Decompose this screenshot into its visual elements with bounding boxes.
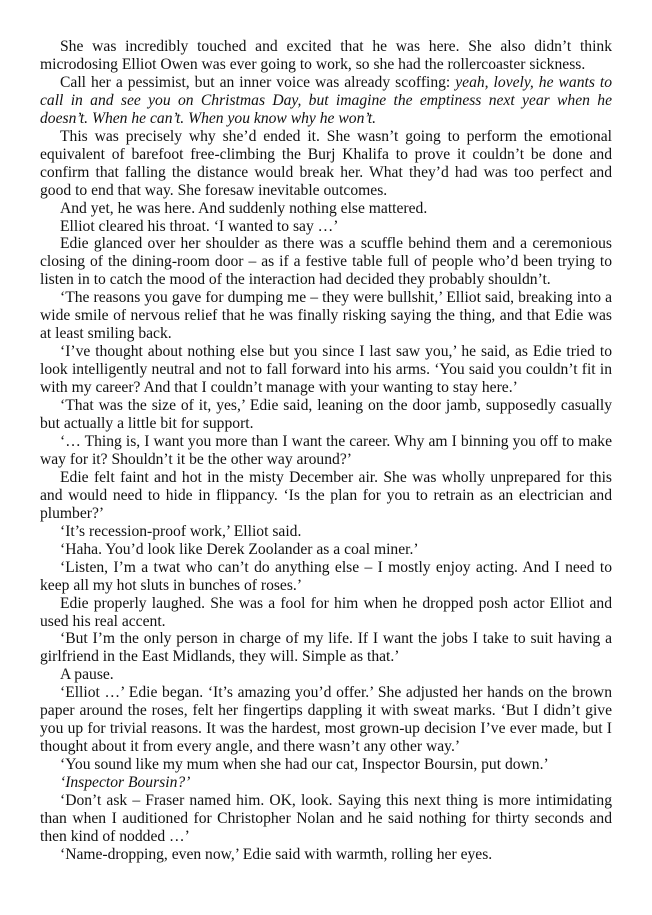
paragraph: ‘But I’m the only person in charge of my life. If I want the jobs I take to suit having a girlfriend in the East Midlands, they will. Simple as that.’ bbox=[40, 630, 612, 666]
paragraph: ‘Listen, I’m a twat who can’t do anything else – I mostly enjoy acting. And I need to keep all my hot sluts in bunches of roses.’ bbox=[40, 558, 612, 594]
paragraph: ‘Haha. You’d look like Derek Zoolander as a coal miner.’ bbox=[60, 540, 419, 558]
paragraph: ‘The reasons you gave for dumping me – they were bullshit,’ Elliot said, breaking into a wide smile of nervous relief that he was finally risking saying the thing, and that Edie was at least smiling back. bbox=[40, 289, 612, 343]
paragraph: ‘Don’t ask – Fraser named him. OK, look. Saying this next thing is more intimidating than when I auditioned for Christopher Nolan and he said nothing for thirty seconds and then kind of nodded …’ bbox=[40, 792, 612, 845]
paragraph: A pause. bbox=[60, 666, 114, 684]
body-text bbox=[40, 38, 612, 864]
paragraph: This was precisely why she’d ended it. She wasn’t going to perform the emotional equivalent of barefoot free-climbing the Burj Khalifa to prove it couldn’t be done and confirm that falling the distance would break her. What they’d had was too perfect and good to end that way. She foresaw inevitable outcomes. bbox=[40, 127, 612, 199]
paragraph: Edie felt faint and hot in the misty December air. She was wholly unprepared for this and would need to hide in flippancy. ‘Is the plan for you to retrain as an electrician and plumber?’ bbox=[40, 468, 612, 522]
paragraph bbox=[40, 774, 612, 792]
paragraph: ‘You sound like my mum when she had our cat, Inspector Boursin, put down.’ bbox=[60, 756, 549, 774]
paragraph: Elliot cleared his throat. ‘I wanted to say …’ bbox=[60, 217, 339, 235]
paragraph: Edie properly laughed. She was a fool for him when he dropped posh actor Elliot and used his real accent. bbox=[40, 594, 612, 630]
paragraph: She was incredibly touched and excited that he was here. She also didn’t think microdosing Elliot Owen was ever going to work, so she had the rollercoaster sickness. bbox=[40, 38, 612, 73]
paragraph: ‘Elliot …’ Edie began. ‘It’s amazing you’d offer.’ She adjusted her hands on the brown paper around the roses, felt her fingertips dappling it with sweat marks. ‘But I didn’t give you up for trivial reasons. It was the hardest, most grown-up decision I’ve ever made, but I thought about it from every angle, and there wasn’t any other way.’ bbox=[40, 684, 612, 756]
paragraph: ‘I’ve thought about nothing else but you since I last saw you,’ he said, as Edie tried to look intelligently neutral and not to fall forward into his arms. ‘You said you couldn’t fit in with my career? And that I couldn’t manage with your wanting to stay here.’ bbox=[40, 343, 612, 397]
italic-question: ‘Inspector Boursin?’ bbox=[60, 774, 191, 792]
paragraph: ‘… Thing is, I want you more than I want the career. Why am I binning you off to make way for it? Shouldn’t it be the other way around?’ bbox=[40, 432, 612, 468]
paragraph: Edie glanced over her shoulder as there was a scuffle behind them and a ceremonious closing of the dining-room door – as if a festive table full of people who’d been trying to listen in to catch the mood of the interaction had decided they probably shouldn’t. bbox=[40, 235, 612, 289]
paragraph: And yet, he was here. And suddenly nothing else mattered. bbox=[60, 199, 428, 217]
paragraph: ‘It’s recession-proof work,’ Elliot said. bbox=[60, 522, 302, 540]
paragraph: ‘Name-dropping, even now,’ Edie said with warmth, rolling her eyes. bbox=[60, 845, 493, 863]
paragraph: ‘That was the size of it, yes,’ Edie said, leaning on the door jamb, supposedly casually but actually a little bit for support. bbox=[40, 397, 612, 433]
italic-inner-voice: yeah, lovely, he wants to call in and see you on Christmas Day, but imagine the emptiness next year when he doesn’t. When he can’t. When you know why he won’t. bbox=[40, 73, 612, 127]
paragraph: Call her a pessimist, but an inner voice was already scoffing: yeah, lovely, he wants to call in and see you on Christmas Day, but imagine the emptiness next year when he doesn’t. When he can’t. When you know why he won’t. bbox=[40, 73, 612, 127]
